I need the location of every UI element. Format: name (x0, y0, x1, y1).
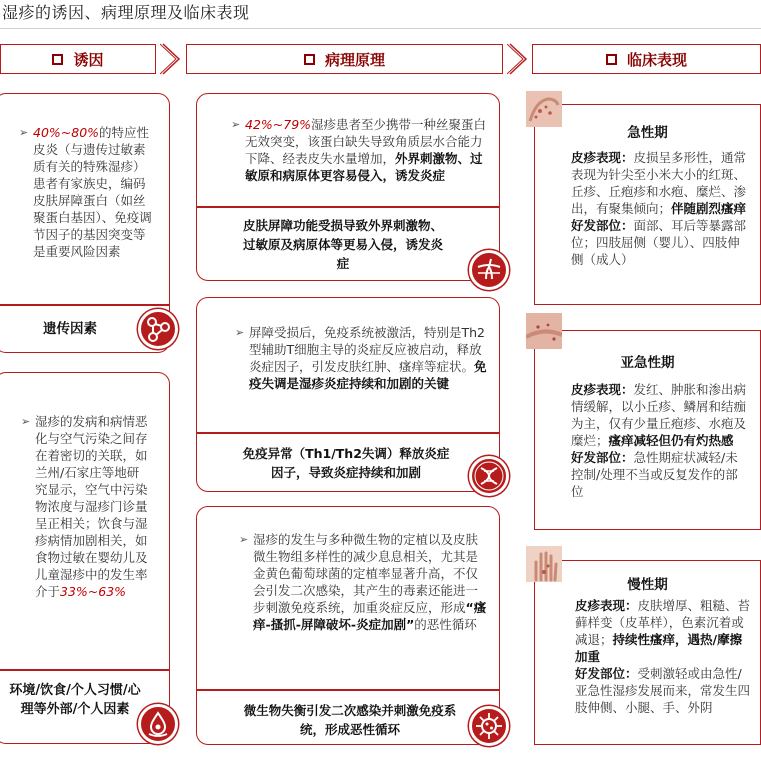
subacute-skin-photo (525, 312, 561, 348)
genetic-factor-label: 遗传因素 (43, 321, 97, 337)
title-divider (0, 28, 761, 29)
microbe-pathology-description: ➢ 湿疹的发生与多种微生物的定植以及皮肤微生物组多样性的减少息息相关，尤其是金黄色葡萄球菌的定植率显著升高，不仅会引发二次感染，其产生的毒素还能进一步刺激免疫系统，加重炎症反应，形成“瘙痒-搔抓-屏障破坏-炎症加剧”的恶性循环 (239, 532, 487, 632)
bullet-arrow-icon: ➢ (21, 415, 31, 428)
genetic-highlight: 40%~80% (33, 125, 100, 140)
bullet-arrow-icon: ➢ (235, 326, 245, 339)
immune-pathology-summary: 免疫异常（Th1/Th2失调）释放炎症因子，导致炎症持续和加剧 (242, 446, 450, 480)
immune-pathology-card (196, 297, 500, 492)
column-header-pathology (186, 44, 503, 74)
immune-pathology-description: ➢ 屏障受损后，免疫系统被激活，特别是Th2型辅助T细胞主导的炎症反应被启动，释放炎症因子，引发皮肤红肿、瘙痒等症状。免疫失调是湿疹炎症持续和加剧的关键 (235, 325, 487, 391)
bullet-arrow-icon: ➢ (239, 533, 249, 546)
microbe-pathology-card (196, 506, 500, 745)
page-title: 湿疹的诱因、病理原理及临床表现 (2, 3, 250, 22)
column-header-label: 病理原理 (324, 50, 385, 69)
subacute-phase-description: 皮疹表现：发红、肿胀和渗出病情缓解，以小丘疹、鳞屑和结痂为主，仅有少量丘疱疹、水疱及糜烂；瘙痒减轻但仍有灼热感 好发部位：急性期症状减轻/未控制/处理不当或反复发作的部位 (571, 382, 747, 499)
environment-highlight: 33%~63% (60, 584, 127, 599)
molecule-icon (138, 309, 178, 349)
genetic-factor-description: ➢ 40%~80%的特应性皮炎（与遗传过敏素质有关的特殊湿疹）患者有家族史，编码皮肤屏障蛋白（如丝聚蛋白基因）、免疫调节因子的基因突变等是重要风险因素 (19, 125, 152, 259)
column-header-label: 诱因 (73, 50, 104, 69)
microbe-pathology-summary: 微生物失衡引发二次感染并刺激免疫系统，形成恶性循环 (243, 703, 457, 737)
bullet-arrow-icon: ➢ (19, 126, 29, 139)
chevron-right-icon (160, 42, 182, 76)
chevron-right-icon (507, 42, 529, 76)
acute-phase-title: 急性期 (627, 125, 668, 141)
chronic-phase-card (534, 560, 761, 745)
environment-factor-description: ➢ 湿疹的发病和病情恶化与空气污染之间存在着密切的关联，如兰州/石家庄等地研究显示，空气中污染物浓度与湿疹门诊量呈正相关；饮食与湿疹病情加剧相关，如食物过敏在婴幼儿及儿童湿疹中的发生率介于33%~63% (21, 414, 148, 599)
barrier-highlight: 42%~79% (245, 117, 312, 132)
bacteria-icon (469, 706, 509, 746)
barrier-pathology-card (196, 93, 500, 281)
chronic-phase-description: 皮疹表现：皮肤增厚、粗糙、苔藓样变（皮革样），色素沉着或减退；持续性瘙痒，遇热/摩擦加重 好发部位：受刺激轻或由急性/亚急性湿疹发展而来，常发生四肢伸侧、小腿、手、外阴 (575, 598, 751, 715)
barrier-pathology-description: ➢ 42%~79%湿疹患者至少携带一种丝聚蛋白无效突变，该蛋白缺失导致角质层水合能力下降、经表皮失水量增加，外界刺激物、过敏原和病原体更容易侵入，诱发炎症 (231, 117, 487, 183)
chronic-phase-title: 慢性期 (627, 577, 668, 593)
environment-factor-label: 环境/饮食/个人习惯/心理等外部/个人因素 (9, 683, 141, 717)
column-header-clinical (532, 44, 761, 74)
column-header-triggers (0, 44, 156, 74)
environment-factor-card (0, 372, 170, 744)
checkbox-square-icon (606, 54, 617, 65)
barrier-pathology-summary: 皮肤屏障功能受损导致外界刺激物、过敏原及病原体等更易入侵，诱发炎症 (243, 218, 444, 271)
skin-follicle-icon (469, 250, 509, 290)
chronic-hand-photo (525, 545, 561, 581)
subacute-phase-title: 亚急性期 (620, 355, 675, 371)
column-header-label: 临床表现 (626, 50, 687, 69)
dna-icon (469, 456, 509, 496)
acute-phase-description: 皮疹表现：皮损呈多形性，通常表现为针尖至小米大小的红斑、丘疹、丘疱疹和水疱、糜烂、渗出，有聚集倾向；伴随剧烈瘙痒 好发部位：面部、耳后等暴露部位；四肢屈侧（婴儿）、四肢伸侧（成人） (571, 150, 747, 267)
acute-skin-photo (525, 90, 561, 126)
checkbox-square-icon (52, 54, 63, 65)
checkbox-square-icon (304, 54, 315, 65)
bullet-arrow-icon: ➢ (231, 118, 241, 131)
droplet-icon (138, 704, 178, 744)
acute-phase-card (534, 104, 761, 305)
subacute-phase-card (534, 330, 761, 530)
